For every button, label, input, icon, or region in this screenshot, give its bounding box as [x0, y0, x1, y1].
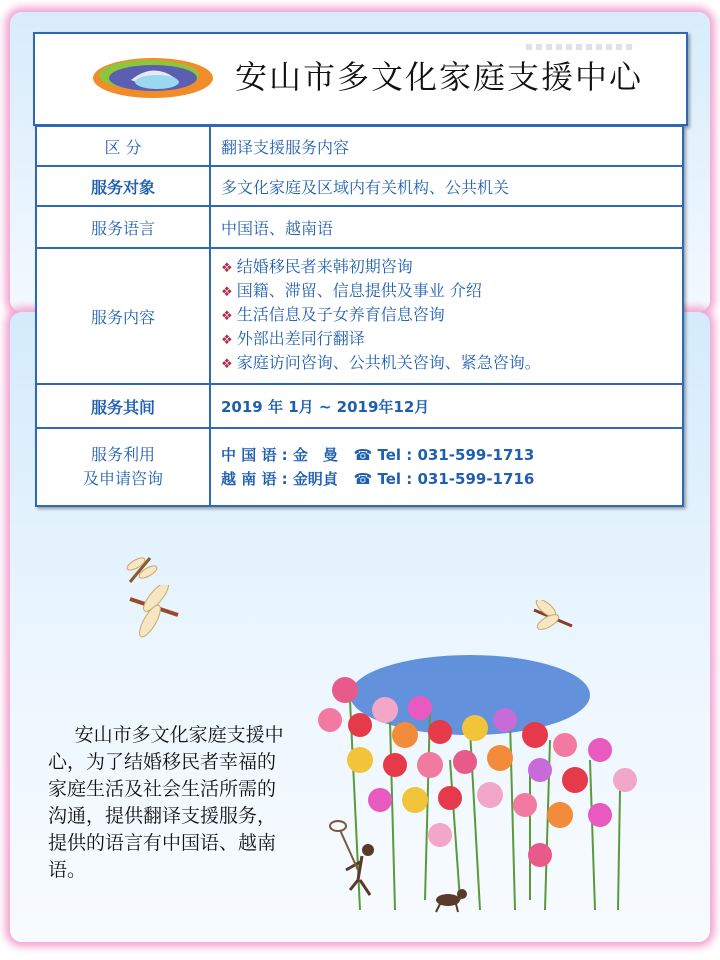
- table-row: [36, 206, 683, 248]
- service-content-list: [221, 256, 681, 376]
- contact-label-line1: 服务利用: [90, 445, 155, 464]
- flower-field-illustration: [300, 640, 660, 930]
- list-item: ❖ 结婚移民者来韩初期咨询: [221, 256, 681, 280]
- row-value-category: 翻译支援服务内容: [210, 126, 683, 166]
- contact-vietnamese-name: 越 南 语 : 金眀貞: [221, 470, 338, 488]
- faint-header-mark: [526, 44, 636, 50]
- list-item: ❖ 家庭访问咨询、公共机关咨询、紧急咨询。: [221, 352, 681, 376]
- description-paragraph: 安山市多文化家庭支援中心，为了结婚移民者幸福的家庭生活及社会生活所需的沟通，提供翻译支援服务，提供的语言有中国语、越南语。: [48, 724, 284, 881]
- table-row: [36, 384, 683, 428]
- contact-vietnamese: [221, 467, 681, 491]
- table-row: [36, 248, 683, 384]
- dragonfly-icon: [528, 600, 576, 634]
- row-label-period: 服务其间: [36, 384, 210, 428]
- row-value-content: [210, 248, 683, 384]
- list-item: ❖ 外部出差同行翻译: [221, 328, 681, 352]
- list-item: ❖ 生活信息及子女养育信息咨询: [221, 304, 681, 328]
- table-row: [36, 166, 683, 206]
- contact-chinese-name: 中 国 语 : 金 曼: [221, 446, 338, 464]
- row-value-target: 多文化家庭及区域内有关机构、公共机关: [210, 166, 683, 206]
- row-value-language: 中国语、越南语: [210, 206, 683, 248]
- dragonfly-icon: [124, 552, 158, 586]
- center-logo-icon: [91, 54, 221, 100]
- row-label-category: 区 分: [36, 126, 210, 166]
- row-label-contact: [36, 428, 210, 506]
- contact-chinese-phone: ☎ Tel : 031-599-1713: [353, 446, 535, 464]
- header-banner: [33, 32, 688, 126]
- contact-chinese: [221, 443, 681, 467]
- list-item: ❖ 国籍、滞留、信息提供及事业 介绍: [221, 280, 681, 304]
- dragonfly-icon: [126, 585, 188, 643]
- row-value-contact: [210, 428, 683, 506]
- table-row: [36, 428, 683, 506]
- row-label-language: 服务语言: [36, 206, 210, 248]
- row-label-content: 服务内容: [36, 248, 210, 384]
- page-title: 安山市多文化家庭支援中心: [235, 58, 644, 96]
- contact-vietnamese-phone: ☎ Tel : 031-599-1716: [353, 470, 535, 488]
- row-value-period: 2019 年 1月 ~ 2019年12月: [210, 384, 683, 428]
- contact-label-line2: 及申请咨询: [82, 469, 163, 488]
- service-info-table: [35, 125, 684, 507]
- table-row: [36, 126, 683, 166]
- row-label-target: 服务对象: [36, 166, 210, 206]
